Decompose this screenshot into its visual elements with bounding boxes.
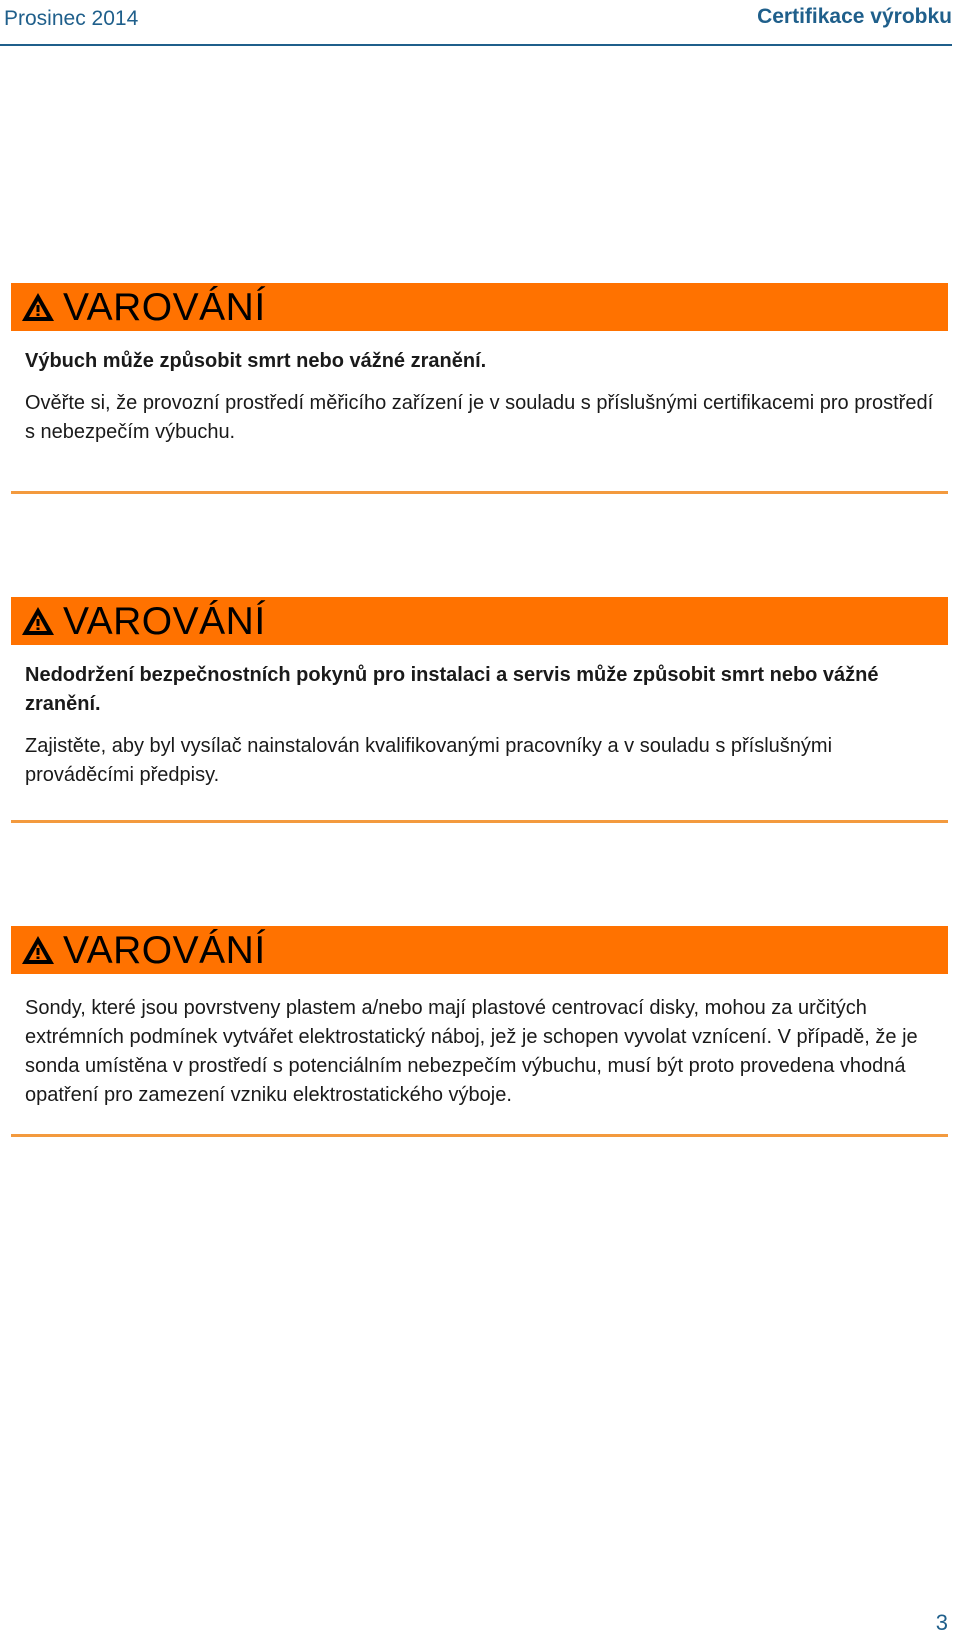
- header-section-title: Certifikace výrobku: [757, 5, 952, 28]
- warning-triangle-icon: [21, 935, 55, 965]
- warning-banner: [11, 597, 948, 645]
- warning-triangle-icon: [21, 606, 55, 636]
- warning-detail: Ověřte si, že provozní prostředí měřicího zařízení je v souladu s příslušnými certifikacemi pro prostředí s nebezpečím výbuchu.: [25, 392, 934, 443]
- warning-triangle-icon: [21, 292, 55, 322]
- page-header: [0, 0, 952, 46]
- header-date: Prosinec 2014: [4, 7, 139, 30]
- page-number: 3: [935, 1610, 948, 1635]
- warning-box: [11, 597, 948, 790]
- warning-title: VAROVÁNÍ: [63, 929, 266, 972]
- warning-banner: [11, 283, 948, 331]
- warning-title: VAROVÁNÍ: [63, 600, 266, 643]
- warning-detail: Zajistěte, aby byl vysílač nainstalován kvalifikovanými pracovníky a v souladu s příslušnými prováděcími předpisy.: [25, 735, 833, 786]
- warning-box: [11, 926, 948, 1110]
- warning-banner: [11, 926, 948, 974]
- warning-title: VAROVÁNÍ: [63, 286, 266, 329]
- warning-divider: [11, 491, 948, 494]
- warning-box: [11, 283, 948, 447]
- warning-summary: Výbuch může způsobit smrt nebo vážné zranění.: [25, 350, 487, 372]
- warning-divider: [11, 1134, 948, 1137]
- warning-divider: [11, 820, 948, 823]
- warning-summary: Nedodržení bezpečnostních pokynů pro instalaci a servis může způsobit smrt nebo vážné zranění.: [25, 664, 879, 715]
- warning-detail: Sondy, které jsou povrstveny plastem a/nebo mají plastové centrovací disky, mohou za určitých extrémních podmínek vytvářet elektrostatický náboj, jež je schopen vyvolat vznícení. V případě, že je sonda umístěna v prostředí s potenciálním nebezpečím výbuchu, musí být proto provedena vhodná opatření pro zamezení vzniku elektrostatického výboje.: [25, 997, 918, 1106]
